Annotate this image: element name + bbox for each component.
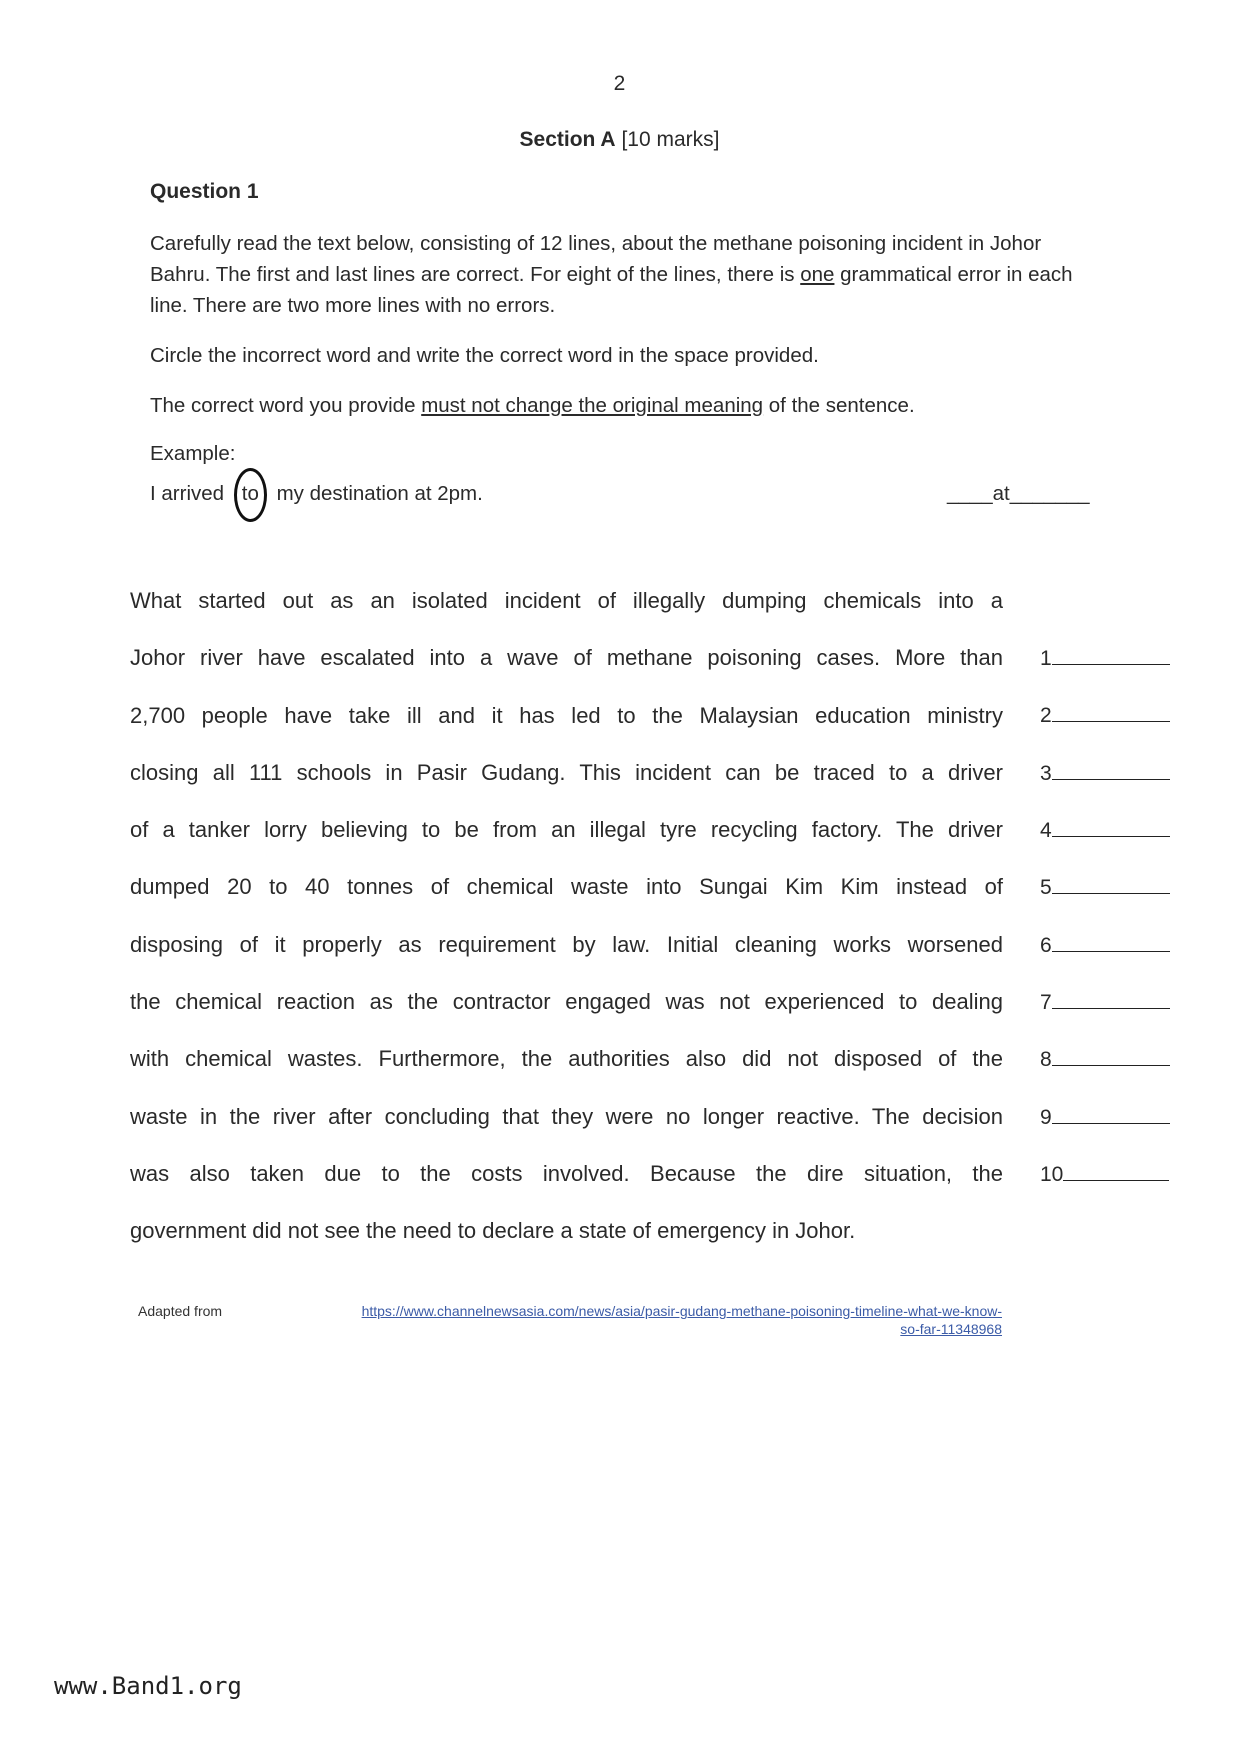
passage-line: closing all 111 schools in Pasir Gudang. This incident can be traced to a driver [130, 759, 1003, 785]
answer-blank[interactable] [1052, 988, 1170, 1009]
passage-line: of a tanker lorry believing to be from an illegal tyre recycling factory. The driver [130, 817, 1003, 843]
answer-slot-10[interactable]: 10 [1040, 1160, 1169, 1187]
answer-blank[interactable] [1052, 759, 1170, 780]
passage-line: Johor river have escalated into a wave of methane poisoning cases. More than [130, 645, 1003, 671]
page-number: 2 [613, 72, 626, 95]
example-answer: ____at_______ [947, 482, 1090, 505]
instruction-paragraph-3: The correct word you provide must not change the original meaning of the sentence. [150, 394, 915, 417]
section-name: Section A [519, 128, 616, 151]
answer-slot-9[interactable]: 9 [1040, 1103, 1170, 1130]
answer-slot-7[interactable]: 7 [1040, 988, 1170, 1015]
emphasis-meaning: must not change the original meaning [421, 394, 764, 417]
source-prefix: Adapted from [138, 1303, 223, 1319]
instructions [150, 228, 1096, 440]
section-heading [0, 128, 1239, 152]
answer-blank[interactable] [1052, 873, 1170, 894]
question-title: Question 1 [150, 180, 259, 203]
passage-line: What started out as an isolated incident of illegally dumping chemicals into a [130, 588, 1003, 613]
answer-slot-6[interactable]: 6 [1040, 931, 1170, 958]
answer-slot-4[interactable]: 4 [1040, 816, 1170, 843]
answer-slot-5[interactable]: 5 [1040, 873, 1170, 900]
passage-line: waste in the river after concluding that they were no longer reactive. The decision [130, 1103, 1003, 1129]
source-citation [138, 1302, 1002, 1338]
answer-slot-2[interactable]: 2 [1040, 701, 1170, 728]
answer-blank[interactable] [1052, 1103, 1170, 1124]
passage-line: disposing of it properly as requirement by law. Initial cleaning works worsened [130, 931, 1003, 957]
instruction-paragraph-2: Circle the incorrect word and write the correct word in the space provided. [150, 344, 819, 367]
circled-example-word: to [236, 482, 265, 506]
passage-line: the chemical reaction as the contractor engaged was not experienced to dealing [130, 989, 1003, 1015]
example-sentence: I arrived to my destination at 2pm. [150, 482, 483, 505]
source-link[interactable]: https://www.channelnewsasia.com/news/asia/pasir-gudang-methane-poisoning-timeline-what-we-know- so-far-11348968 [361, 1303, 1002, 1337]
passage-line: was also taken due to the costs involved. Because the dire situation, the [130, 1160, 1003, 1186]
answer-blank[interactable] [1052, 1045, 1170, 1066]
emphasis-one: one [800, 263, 835, 286]
answer-blank[interactable] [1052, 701, 1170, 722]
answer-blank[interactable] [1063, 1160, 1169, 1181]
footer-watermark: www.Band1.org [54, 1672, 242, 1700]
answer-blank[interactable] [1052, 931, 1170, 952]
passage-line: dumped 20 to 40 tonnes of chemical waste into Sungai Kim Kim instead of [130, 874, 1003, 900]
answer-slot-3[interactable]: 3 [1040, 759, 1170, 786]
section-marks: [10 marks] [621, 128, 720, 151]
passage-line: with chemical wastes. Furthermore, the authorities also did not disposed of the [130, 1046, 1003, 1072]
passage [130, 586, 1003, 1274]
example-label: Example: [150, 442, 236, 465]
instruction-paragraph-1: Carefully read the text below, consisting of 12 lines, about the methane poisoning incident in Johor Bahru. The first and last lines are correct. For eight of the lines, there is one grammatical error in each line. There are two more lines with no errors. [150, 232, 1073, 317]
passage-line: government did not see the need to declare a state of emergency in Johor. [130, 1218, 856, 1244]
answer-slot-8[interactable]: 8 [1040, 1045, 1170, 1072]
answer-blank[interactable] [1052, 816, 1170, 837]
answer-slot-1[interactable]: 1 [1040, 644, 1170, 671]
answer-blank[interactable] [1052, 644, 1170, 665]
passage-line: 2,700 people have take ill and it has led to the Malaysian education ministry [130, 702, 1003, 728]
